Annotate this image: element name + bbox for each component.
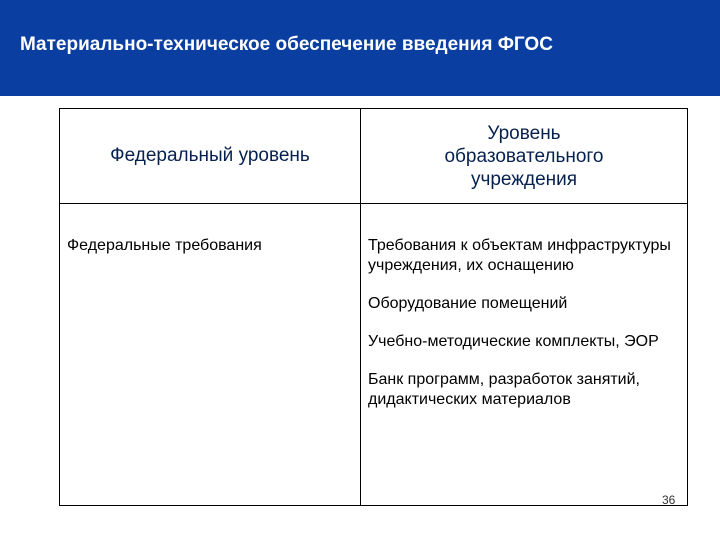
title-bar	[0, 0, 720, 96]
institution-level-header-text: Уровень образовательного учреждения	[444, 122, 604, 190]
header-divider	[60, 203, 687, 204]
list-item: Банк программ, разработок занятий, дидактических материалов	[368, 371, 640, 408]
slide-number: 36	[662, 493, 676, 507]
institution-items-list	[368, 236, 686, 428]
institution-level-header	[361, 109, 687, 203]
federal-level-header	[60, 109, 360, 203]
list-item: Учебно-методические комплекты, ЭОР	[368, 333, 659, 350]
list-item: Требования к объектам инфраструктуры учреждения, их оснащению	[368, 237, 671, 274]
list-item: Оборудование помещений	[368, 295, 568, 312]
federal-level-header-text: Федеральный уровень	[110, 145, 310, 166]
slide-title: Материально-техническое обеспечение введения ФГОС	[20, 34, 553, 55]
federal-requirements-cell: Федеральные требования	[67, 237, 262, 254]
